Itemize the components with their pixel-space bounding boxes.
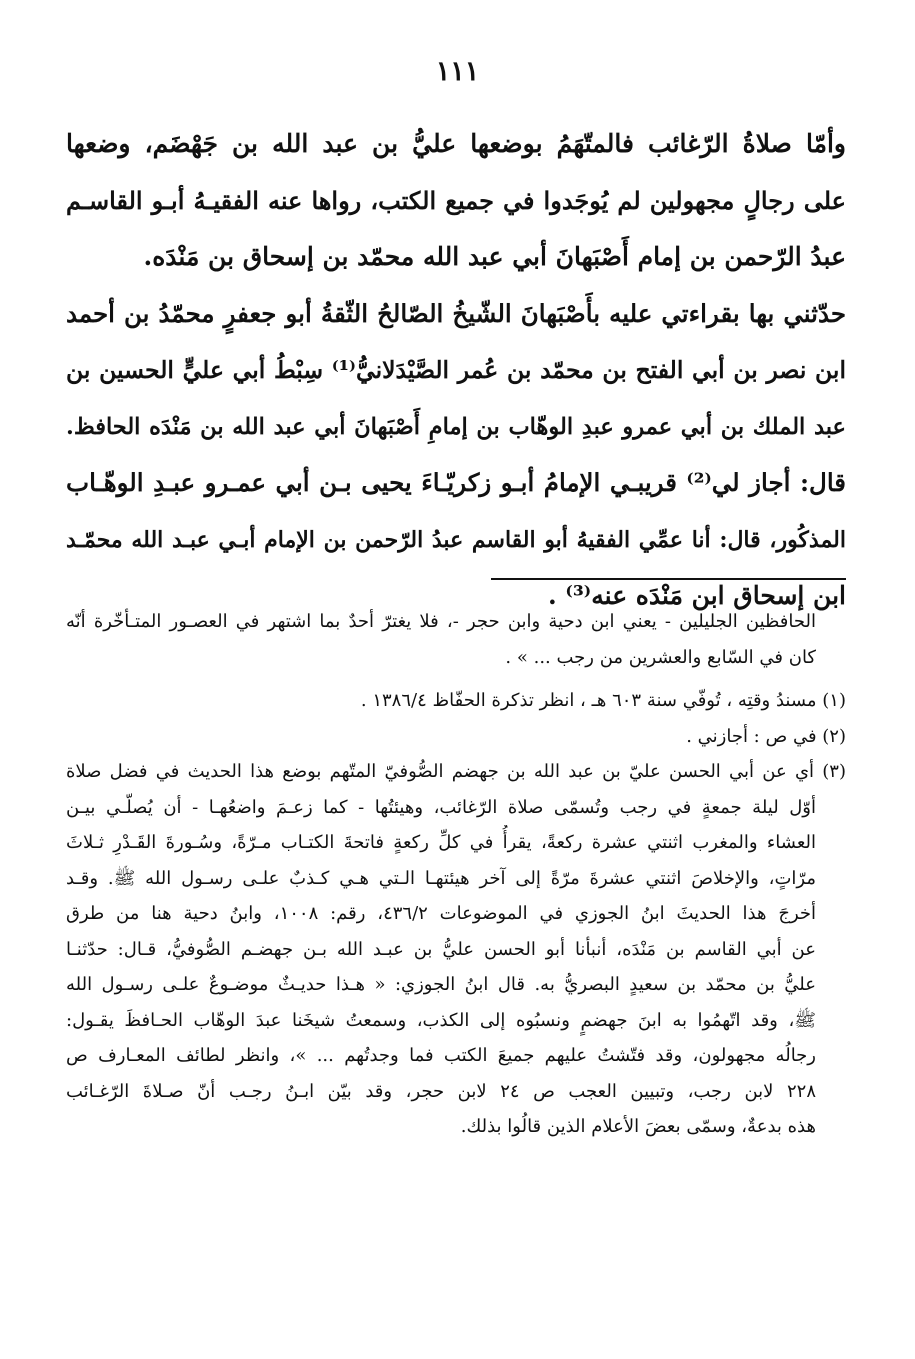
page-number: ١١١ bbox=[435, 56, 480, 87]
main-text bbox=[66, 116, 846, 625]
footnote-2: (٢) في ص : أجازني . bbox=[686, 725, 846, 747]
main-text-line: قال: أجاز لي⁽²⁾ قريبـي الإمامُ أبـو زكريّـاءَ يحيى بـن أبي عمـرو عبـدِ الوهّـاب bbox=[66, 468, 846, 497]
main-text-line: ابن إسحاق ابن مَنْدَه عنه⁽³⁾ . bbox=[547, 581, 846, 610]
footnote-3-line: العشاء والمغرب اثنتي عشرة ركعةً، يقرأُ في كلِّ ركعةٍ فاتحةَ الكتـاب مـرّةً، وسُـورةَ القَـدْرِ ثـلاثَ bbox=[66, 832, 816, 853]
main-text-line: وأمّا صلاةُ الرّغائب فالمتّهَمُ بوضعها عليُّ بن عبد الله بن جَهْضَم، وضعها bbox=[66, 129, 846, 158]
footnote-3-line: عن أبي القاسم بن مَنْدَه، أنبأنا أبو الحسن عليُّ بن عبـد الله بـن جهضـم الصُّوفيُّ، قـال: حدّثنـا bbox=[66, 938, 816, 960]
footnote-gap bbox=[66, 675, 846, 683]
footnotes bbox=[66, 604, 846, 1145]
footnote-1: (١) مسندُ وقتِه ، تُوفّي سنة ٦٠٣ هـ ، انظر تذكرة الحفّاظ ١٣٨٦/٤ . bbox=[360, 690, 846, 711]
main-text-line: حدّثني بها بقراءتي عليه بأَصْبَهانَ الشّيخُ الصّالحُ الثّقةُ أبو جعفرٍ محمّدُ بن أحمد bbox=[66, 298, 846, 328]
footnote-3-line: عليُّ بن محمّد بن سعيدٍ البصريُّ به. قال ابنُ الجوزي: « هـذا حديـثٌ موضـوعٌ علـى رسـول الله bbox=[66, 974, 816, 995]
footnote-3-line: رجالُه مجهولون، وقد فتّشتُ عليهم جميعَ الكتب فما وجدتُهم ... »، وانظر لطائف المعـارف ص bbox=[66, 1045, 816, 1066]
footnote-3-line: (٣) أي عن أبي الحسن عليّ بن عبد الله بن جهضم الصُّوفيّ المتّهم بوضع هذا الحديث في فضل صلاة bbox=[66, 761, 846, 782]
footnote-3-line: ﷺ، وقد اتّهمُوا به ابنَ جهضمٍ ونسبُوه إلى الكذب، وسمعتُ شيخَنا عبدَ الوهّاب الحـافظَ يقـول: bbox=[66, 1009, 816, 1031]
footnote-separator bbox=[491, 578, 846, 580]
main-text-line: على رجالٍ مجهولين لم يُوجَدوا في جميع الكتب، رواها عنه الفقيـهُ أبـو القاسـم bbox=[66, 185, 846, 215]
footnote-3-line: أخرجَ هذا الحديثَ ابنُ الجوزي في الموضوعات ٤٣٦/٢، رقم: ١٠٠٨، وابنُ دحية هنا من طرق bbox=[66, 903, 816, 924]
main-text-line: عبدُ الرّحمن بن إمام أَصْبَهانَ أبي عبد الله محمّد بن إسحاق بن مَنْدَه. bbox=[143, 242, 846, 271]
footnote-carryover-line: الحافظين الجليلين - يعني ابن دحية وابن حجر -، فلا يغترّ أحدٌ بما اشتهر في العصـور المتـأخّرة أنّه bbox=[66, 611, 816, 632]
footnote-3-line: أوّل ليلة جمعةٍ في رجب وتُسمّى صلاة الرّغائب، وهيئتُها - كما زعـمَ واضعُهـا - أن يُصلّـي بيـن bbox=[66, 796, 816, 818]
main-text-line: عبد الملك بن أبي عمرو عبدِ الوهّاب بن إمامِ أَصْبَهانَ أبي عبد الله بن مَنْدَه الحافظ. bbox=[66, 413, 846, 440]
footnote-3-line: هذه بدعةٌ، وسمّى بعضَ الأعلام الذين قالُوا بذلك. bbox=[460, 1116, 816, 1137]
footnote-3-line: ٢٢٨ لابن رجب، وتبيين العجب ص ٢٤ لابن حجر، وقد بيّن ابـنُ رجـب أنّ صـلاةَ الرّغـائب bbox=[66, 1080, 816, 1102]
footnote-3-line: مرّاتٍ، والإخلاصَ اثنتي عشرةَ مرّةً إلى آخر هيئتهـا الـتي هـي كـذبٌ علـى رسـول الله ﷺ. وقـد bbox=[66, 867, 816, 889]
main-text-line: المذكُور، قال: أنا عمِّي الفقيهُ أبو القاسم عبدُ الرّحمن بن الإمام أبـي عبـد الله محمّـد bbox=[66, 526, 846, 553]
footnote-carryover-line: كان في السّابع والعشرين من رجب ... » . bbox=[505, 646, 816, 668]
main-text-line: ابن نصر بن أبي الفتح بن محمّد بن عُمر الصَّيْدَلانيُّ⁽¹⁾ سِبْطُ أبي عليٍّ الحسين بن bbox=[66, 356, 846, 384]
